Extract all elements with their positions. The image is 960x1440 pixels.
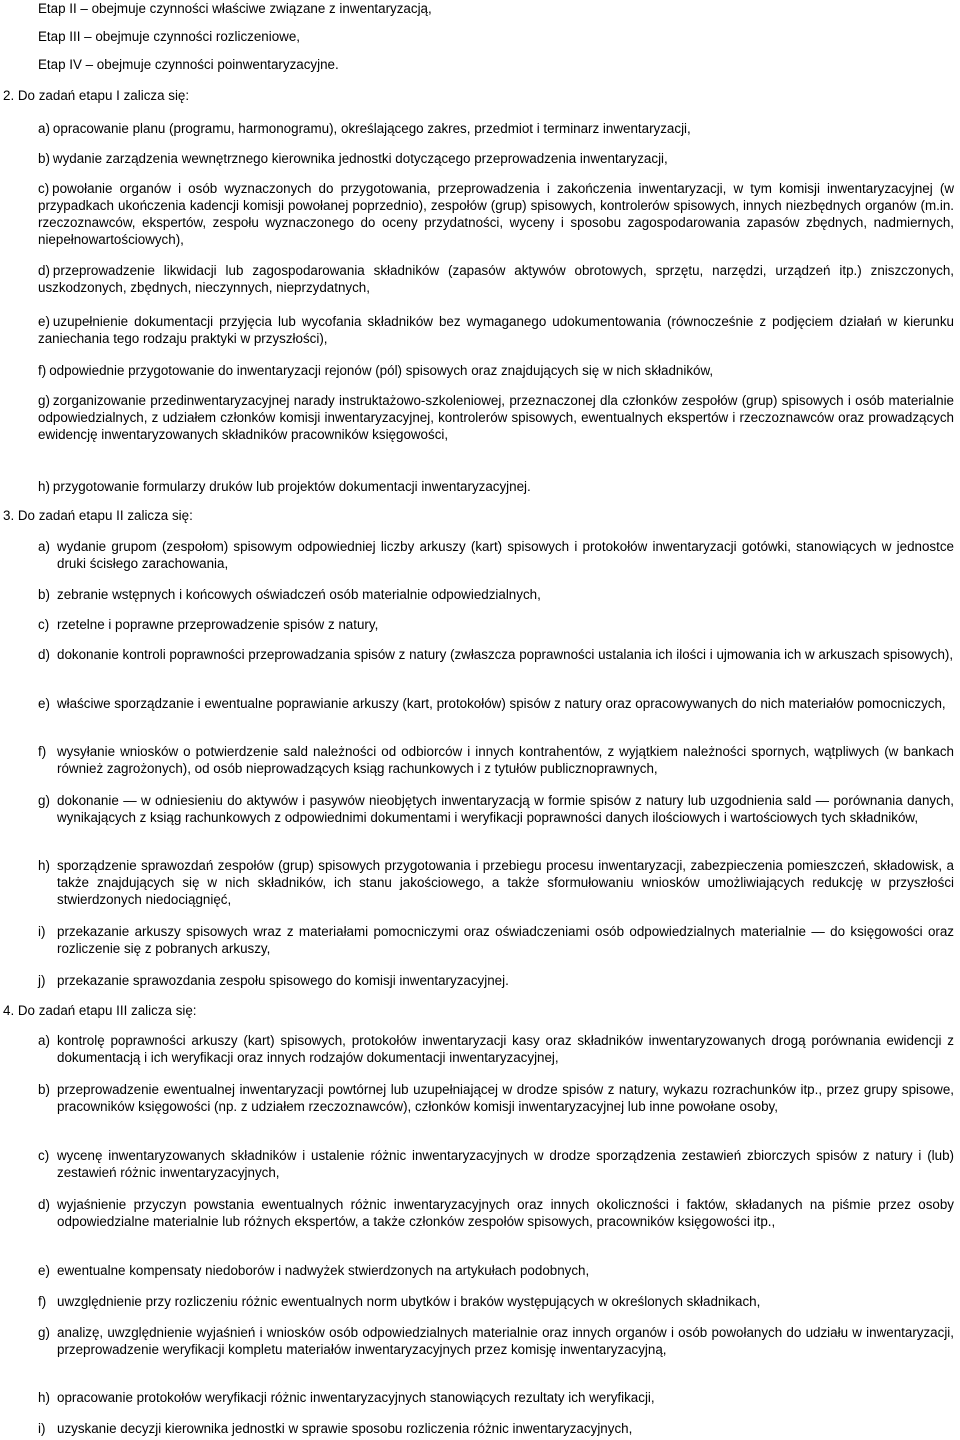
item-label: b) xyxy=(38,1082,50,1097)
item-label: j) xyxy=(38,973,46,988)
item-label: g) xyxy=(38,793,50,808)
item-label: d) xyxy=(38,263,50,278)
list-item xyxy=(38,362,954,379)
item-text: przekazanie arkuszy spisowych wraz z materiałami pomocniczymi oraz oświadczeniami osób odpowiedzialnych materialnie — do księgowości oraz rozliczenie się z pobranych arkuszy, xyxy=(57,924,954,956)
item-label: f) xyxy=(38,744,47,759)
item-label: i) xyxy=(38,1421,46,1436)
item-label: h) xyxy=(38,479,50,494)
list-item xyxy=(38,538,954,572)
list-item xyxy=(38,262,954,296)
item-label: h) xyxy=(38,858,50,873)
list-item xyxy=(38,180,954,248)
item-label: c) xyxy=(38,1148,50,1163)
item-text: zorganizowanie przedinwentaryzacyjnej narady instruktażowo-szkoleniowej, przeznaczonej dla członków zespołów (grup) spisowych i osób materialnie odpowiedzialnych, z udziałem członków komisji inwentaryzacyjnej, kontrolerów spisowych, ewentualnych ekspertów i rzeczoznawców oraz prowadzących ewidencję inwentaryzowanych składników pracowników księgowości, xyxy=(38,393,954,442)
list-item xyxy=(38,1389,954,1406)
section-2-heading: 2. Do zadań etapu I zalicza się: xyxy=(3,88,190,103)
section-3-heading: 3. Do zadań etapu II zalicza się: xyxy=(3,508,193,523)
item-text: przekazanie sprawozdania zespołu spisowego do komisji inwentaryzacyjnej. xyxy=(57,973,509,988)
section-4-heading: 4. Do zadań etapu III zalicza się: xyxy=(3,1003,197,1018)
list-item xyxy=(38,1262,954,1279)
item-text: uzupełnienie dokumentacji przyjęcia lub wycofania składników bez wymaganego udokumentowania (równocześnie z podjęciem działań w kierunku zaniechania tego rodzaju praktyki w przyszłości), xyxy=(38,314,954,346)
item-label: g) xyxy=(38,393,50,408)
intro-line: Etap II – obejmuje czynności właściwe związane z inwentaryzacją, xyxy=(38,1,432,16)
item-text: dokonanie kontroli poprawności przeprowadzania spisów z natury (zwłaszcza poprawności ustalania ich ilości i ujmowania ich w arkuszach spisowych), xyxy=(57,647,954,662)
list-item xyxy=(38,857,954,908)
item-label: e) xyxy=(38,314,50,329)
item-label: c) xyxy=(38,617,50,632)
list-item xyxy=(38,1293,954,1310)
item-label: f) xyxy=(38,363,47,378)
item-text: opracowanie planu (programu, harmonogramu), określającego zakres, przedmiot i terminarz inwentaryzacji, xyxy=(52,121,691,136)
item-text: przygotowanie formularzy druków lub projektów dokumentacji inwentaryzacyjnej. xyxy=(52,479,531,494)
intro-line: Etap IV – obejmuje czynności poinwentaryzacyjne. xyxy=(38,57,339,72)
list-item xyxy=(38,120,954,137)
list-item xyxy=(38,1081,954,1115)
item-text: wydanie grupom (zespołom) spisowym odpowiedniej liczby arkuszy (kart) spisowych i protokołów inwentaryzacji gotówki, stanowiących w jednostce druki ścisłego zarachowania, xyxy=(57,539,954,571)
item-text: wyjaśnienie przyczyn powstania ewentualnych różnic inwentaryzacyjnych oraz innych okoliczności i faktów, składanych na piśmie przez osoby odpowiedzialne materialnie lub różnych ekspertów, a także członków zespołów spisowych, pracowników księgowości itp., xyxy=(57,1197,954,1229)
item-text: odpowiednie przygotowanie do inwentaryzacji rejonów (pól) spisowych oraz znajdujących się w nich składników, xyxy=(49,363,714,378)
list-item xyxy=(38,1420,954,1437)
item-label: b) xyxy=(38,151,50,166)
list-item xyxy=(38,1196,954,1230)
list-item xyxy=(38,695,954,712)
item-label: b) xyxy=(38,587,50,602)
item-label: a) xyxy=(38,1033,50,1048)
list-item xyxy=(38,972,954,989)
list-item xyxy=(38,478,954,495)
item-label: d) xyxy=(38,647,50,662)
list-item xyxy=(38,616,954,633)
list-item xyxy=(38,1032,954,1066)
item-label: a) xyxy=(38,539,50,554)
item-text: wydanie zarządzenia wewnętrznego kierownika jednostki dotyczącego przeprowadzenia inwentaryzacji, xyxy=(52,151,668,166)
item-text: zebranie wstępnych i końcowych oświadczeń osób materialnie odpowiedzialnych, xyxy=(57,587,541,602)
list-item xyxy=(38,1324,954,1358)
item-text: kontrolę poprawności arkuszy (kart) spisowych, protokołów inwentaryzacji kasy oraz składników inwentaryzowanych drogą porównania ewidencji z dokumentacją i ich weryfikacji oraz innych rodzajów dokumentacji inwentaryzacyjnej, xyxy=(57,1033,954,1065)
item-text: dokonanie — w odniesieniu do aktywów i pasywów nieobjętych inwentaryzacją w formie spisów z natury lub uzgodnienia sald — porównania danych, wynikających z ksiąg rachunkowych z odpowiednimi dokumentami i weryfikacji poprawności danych ilościowych i wartościowych tych składników, xyxy=(57,793,954,825)
intro-line: Etap III – obejmuje czynności rozliczeniowe, xyxy=(38,29,300,44)
list-item xyxy=(38,1147,954,1181)
item-label: c) xyxy=(38,181,50,196)
item-text: rzetelne i poprawne przeprowadzenie spisów z natury, xyxy=(57,617,379,632)
item-label: i) xyxy=(38,924,46,939)
list-item xyxy=(38,586,954,603)
list-item xyxy=(38,150,954,167)
item-text: powołanie organów i osób wyznaczonych do przygotowania, przeprowadzenia i zakończenia inwentaryzacji, w tym komisji inwentaryzacyjnej (w przypadkach ukończenia kadencji komisji powołanej poprzednio), zespołów (grup) spisowych, kontrolerów spisowych, innych niezbędnych organów (m.in. rzeczoznawców, ekspertów, zespołu wyznaczonego do oceny przydatności, wyceny i sposobu zagospodarowania zapasów zbędnych, nadmiernych, niepełnowartościowych), xyxy=(38,181,954,247)
item-text: przeprowadzenie likwidacji lub zagospodarowania składników (zapasów aktywów obrotowych, sprzętu, narzędzi, urządzeń itp.) zniszczonych, uszkodzonych, zbędnych, nieczynnych, nieprzydatnych, xyxy=(38,263,954,295)
item-text: sporządzenie sprawozdań zespołów (grup) spisowych przygotowania i przebiegu procesu inwentaryzacji, zabezpieczenia pomieszczeń, składowisk, a także znajdujących się w nich składników, ich stanu jakościowego, a także sformułowaniu wniosków umożliwiających redukcję w przyszłości stwierdzonych niedociągnięć, xyxy=(57,858,954,907)
list-item xyxy=(38,792,954,826)
item-text: właściwe sporządzanie i ewentualne poprawianie arkuszy (kart, protokołów) spisów z natury oraz opracowywanych do nich materiałów pomocniczych, xyxy=(57,696,946,711)
item-text: przeprowadzenie ewentualnej inwentaryzacji powtórnej lub uzupełniającej w drodze spisów z natury, wykazu rozrachunków itp., przez grupy spisowe, pracowników księgowości (np. z udziałem rzeczoznawców), członków komisji inwentaryzacyjnej lub inne powołane osoby, xyxy=(57,1082,954,1114)
item-text: analizę, uwzględnienie wyjaśnień i wniosków osób odpowiedzialnych materialnie oraz innych organów i osób powołanych do udziału w inwentaryzacji, przeprowadzenie weryfikacji kompletu materiałów inwentaryzacyjnych przez komisję inwentaryzacyjną, xyxy=(57,1325,954,1357)
list-item xyxy=(38,923,954,957)
item-label: g) xyxy=(38,1325,50,1340)
item-label: e) xyxy=(38,696,50,711)
item-text: wycenę inwentaryzowanych składników i ustalenie różnic inwentaryzacyjnych w drodze sporządzenia zestawień zbiorczych spisów z natury i (lub) zestawień różnic inwentaryzacyjnych, xyxy=(57,1148,954,1180)
item-text: opracowanie protokołów weryfikacji różnic inwentaryzacyjnych stanowiących rezultaty ich weryfikacji, xyxy=(57,1390,655,1405)
item-text: wysyłanie wniosków o potwierdzenie sald należności od odbiorców i innych kontrahentów, z wyjątkiem należności spornych, wątpliwych (w bankach również zagrożonych), od osób nieprowadzących ksiąg rachunkowych i z tytułów publicznoprawnych, xyxy=(57,744,954,776)
item-text: ewentualne kompensaty niedoborów i nadwyżek stwierdzonych na artykułach podobnych, xyxy=(57,1263,590,1278)
item-text: uzyskanie decyzji kierownika jednostki w sprawie sposobu rozliczenia różnic inwentaryzacyjnych, xyxy=(57,1421,633,1436)
item-label: h) xyxy=(38,1390,50,1405)
list-item xyxy=(38,646,954,663)
item-label: d) xyxy=(38,1197,50,1212)
list-item xyxy=(38,392,954,443)
item-label: e) xyxy=(38,1263,50,1278)
item-text: uwzględnienie przy rozliczeniu różnic ewentualnych norm ubytków i braków występujących w określonych składnikach, xyxy=(57,1294,761,1309)
item-label: f) xyxy=(38,1294,47,1309)
list-item xyxy=(38,743,954,777)
item-label: a) xyxy=(38,121,50,136)
list-item xyxy=(38,313,954,347)
